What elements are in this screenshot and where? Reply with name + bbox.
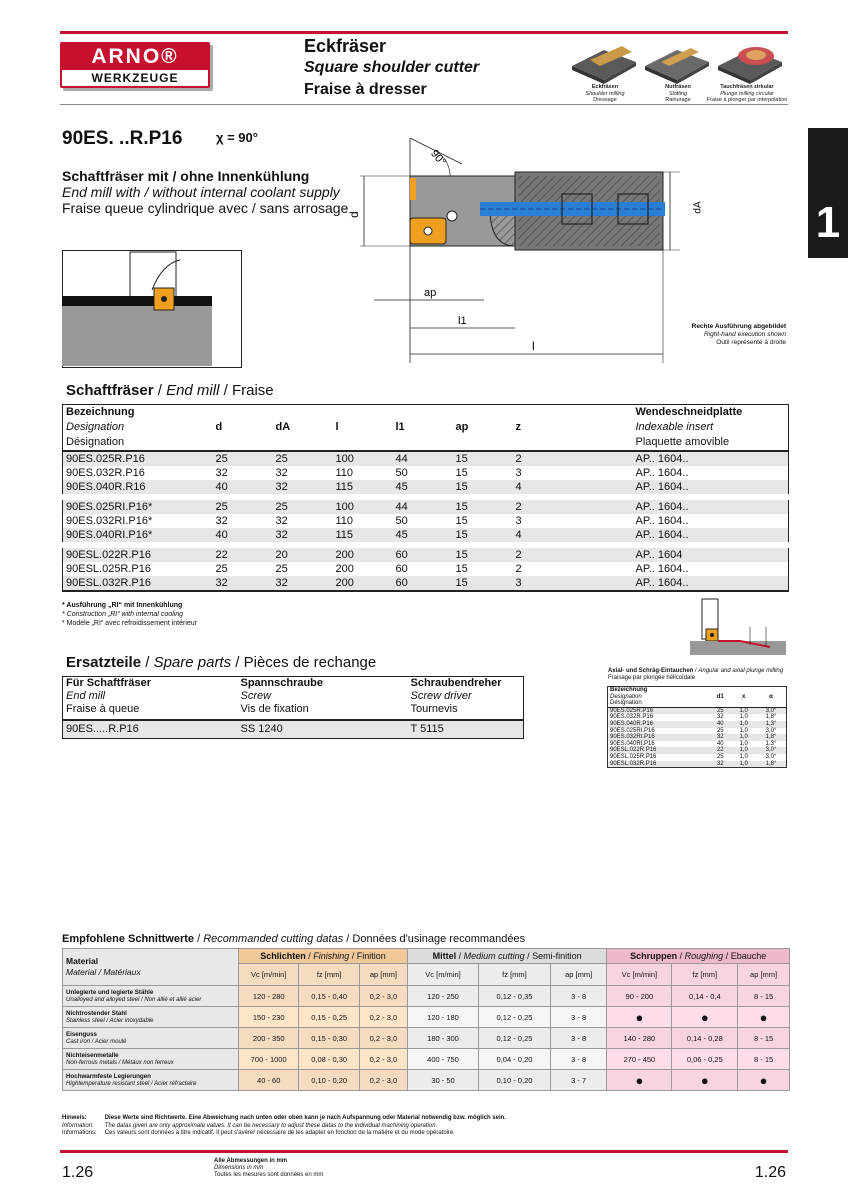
header-bottom-rule (60, 104, 788, 105)
axial-row: 90ESL.022R.P16 22 1,0 3,0° (608, 747, 787, 754)
approach-angle: χ = 90° (216, 130, 258, 145)
dimensions-note: Alle Abmessungen in mm Dimensions in mm Toutes les mesures sont données en mm (214, 1158, 324, 1178)
header-title-de: Eckfräser (304, 36, 387, 56)
cutting-row: Nichteisenmetalle Non-ferrous metals / Métaux non ferreux 700 - 1000 0,08 - 0,30 0,2 - 3,0 400 - 750 0,04 - 0,20 3 - 8 270 - 450 0,06 - 0,25 8 - 15 (63, 1049, 790, 1070)
angle-label: 90° (428, 147, 448, 169)
table-row: 90ES.025RI.P16* 25 25 100 44 15 2 AP.. 1604.. (63, 497, 789, 514)
product-description: Schaftfräser mit / ohne Innenkühlung End mill with / without internal coolant supply Fraise queue cylindrique avec / sans arrosage (62, 168, 349, 216)
hint-notes: Hinweis: Diese Werte sind Richtwerte. Eine Abweichung nach unten oder oben kann je nach Aufspannung oder Material notwendig bzw. möglich sein. Information: The datas given are only approximate values. It can be necessary to adjust these datas to the individual machining operation. Informations: Ces valeurs sont données à titre indicatif. Il peut s'avérer nécessaire de les adapter en fonction de la matière et du mode opératoire (62, 1115, 506, 1136)
dim-d-label: d (347, 211, 361, 218)
axial-row: 90ES.025R.P16 25 1,0 3,0° (608, 707, 787, 714)
footer-rule (60, 1150, 788, 1153)
spare-parts-section-title: Ersatzteile / Spare parts / Pièces de rechange (66, 654, 377, 671)
axial-row: 90ES.032RI.P16 32 1,0 1,8° (608, 734, 787, 741)
axial-plunge-caption: Axial- und Schräg-Eintauchen / Angular and axial plunge milling Fraisage par plongée hélicoïdale (608, 668, 784, 681)
cutting-row: Eisenguss Cast iron / Acier moulé 200 - 350 0,15 - 0,30 0,2 - 3,0 180 - 300 0,12 - 0,25 3 - 8 140 - 280 0,14 - 0,28 8 - 15 (63, 1028, 790, 1049)
dim-da-label: dA (692, 201, 704, 214)
page-number-left: 1.26 (62, 1164, 94, 1181)
axial-row: 90ES.032R.P16 32 1,0 1,8° (610, 714, 777, 721)
table-row: 90ESL.032R.P16 32 32 200 60 15 3 AP.. 1604.. (63, 576, 789, 591)
spare-parts-table: Für Schaftfräser Spannschraube Schraubendreher End mill Screw Screw driver Fraise à queue Vis de fixation Tournevis 90ES.....R.P16 SS 1240 T 5115 (62, 676, 524, 739)
axial-row: 90ES.040RI.P16 40 1,0 1,3° (610, 740, 777, 747)
slotting-thumb (643, 40, 713, 84)
table-row: 90ES.032RI.P16* 32 32 110 50 15 3 AP.. 1604.. (63, 514, 789, 528)
table-row: 90ES.025R.P16 25 25 100 44 15 2 AP.. 1604.. (63, 451, 789, 466)
axial-row: 90ESL.032R.P16 32 1,0 1,8° (608, 761, 787, 768)
shoulder-milling-thumb (570, 40, 640, 84)
logo-text: ARNO® (62, 44, 208, 70)
cutting-data-title: Empfohlene Schnittwerte / Recommanded cutting datas / Données d'usinage recommandées (62, 933, 526, 945)
product-code: 90ES. ..R.P16 (62, 128, 183, 149)
thumb-caption-3: Tauchfräsen zirkular Plunge milling circular Fraise à plonger par interpolation (706, 84, 788, 103)
table-row: 90ES.032R.P16 32 32 110 50 15 3 AP.. 1604.. (63, 466, 789, 480)
dim-ap-label: ap (424, 287, 437, 299)
table-row: 90ESL.025R.P16 25 25 200 60 15 2 AP.. 1604.. (63, 562, 789, 576)
application-sketch (62, 250, 242, 368)
chapter-tab: 1 (808, 128, 848, 258)
dim-l-label: l (532, 339, 535, 353)
plunge-sketch (680, 597, 790, 657)
table-row: 90ES.040RI.P16* 40 32 115 45 15 4 AP.. 1604.. (63, 528, 789, 545)
cutting-row: Nichtrostender Stahl Stainless steel / Acier inoxydable 150 - 230 0,15 - 0,25 0,2 - 3,0 120 - 180 0,12 - 0,25 3 - 8 ● ● ● (63, 1007, 790, 1028)
end-mill-table: Bezeichnung Wendeschneidplatte Designation d dA l l1 ap z Indexable insert Désignation Plaquette amovible 90ES.025R.P16 25 25 100 44 15 2 AP.. 1604.. 90ES.032R.P16 32 32 110 50 15 3 AP.. 1604.. 90ES.040R.R16 40 32 115 45 15 4 AP.. 1604.. 90ES.025RI.P16* 25 25 100 44 15 2 AP.. 1604.. 90ES.032RI.P16* 32 32 110 50 15 3 AP.. 1604.. 90ES.040RI.P16* 40 32 115 45 15 4 AP.. 1604.. 90ESL.022R.P16 22 20 200 60 15 2 AP.. 1604 90ESL.025R.P16 25 25 200 60 15 2 AP.. 1604.. 90ESL.032R.P16 32 32 200 60 15 3 AP.. 1604.. (62, 404, 789, 592)
cutting-row: Unlegierte und legierte Stähle Unalloyed and alloyed steel / Non allié et allié acier 120 - 280 0,15 - 0,40 0,2 - 3,0 120 - 250 0,12 - 0,35 3 - 8 90 - 200 0,14 - 0,4 8 - 15 (63, 986, 790, 1007)
axial-row: 90ESL.025R.P16 25 1,0 3,0° (610, 753, 777, 760)
cutter-technical-drawing (340, 128, 680, 368)
axial-row: 90ES.040R.P16 40 1,0 1,3° (608, 721, 787, 728)
table-row: 90ESL.022R.P16 22 20 200 60 15 2 AP.. 1604 (63, 545, 789, 562)
right-hand-caption: Rechte Ausführung abgebildet Right-hand execution shown Outil représenté à droite (691, 323, 786, 346)
logo-subtext: WERKZEUGE (91, 71, 179, 85)
header-top-rule (60, 31, 788, 34)
header-title-fr: Fraise à dresser (304, 81, 427, 98)
table-row: 90ES.040R.R16 40 32 115 45 15 4 AP.. 1604.. (63, 480, 789, 497)
axial-plunge-table: Bezeichnung Designation d1 x α Désignation 90ES.025R.P16 25 1,0 3,0° 90ES.032R.P16 32 1,0 1,8° 90ES.040R.P16 40 1,0 1,3° 90ES.025RI.P16 25 1,0 3,0° 90ES.032RI.P16 32 1,0 1,8° 90ES.040RI.P16 40 1,0 1,3° 90ESL.022R.P16 22 1,0 3,0° 90ESL.025R.P16 25 1,0 3,0° 90ESL.032R.P16 32 1,0 1,8° (607, 686, 787, 768)
thumb-caption-2: Nutfräsen Slotting Rainurage (665, 84, 691, 103)
plunge-milling-thumb (716, 40, 786, 84)
arno-logo (60, 42, 210, 88)
cutting-row: Hochwarmfeste Legierungen Hightemperature resistant steel / Acier réfractaire 40 - 60 0,10 - 0,20 0,2 - 3,0 30 - 50 0,10 - 0,20 3 - 7 ● ● ● (63, 1070, 790, 1091)
page-number-right: 1.26 (754, 1164, 786, 1181)
axial-row: 90ES.025RI.P16 25 1,0 3,0° (610, 727, 777, 734)
cutting-data-table: Material Material / Matériaux Schlichten / Finishing / Finition Mittel / Medium cutting / Semi-finition Schruppen / Roughing / Ebauche Vc [m/min] fz [mm] ap [mm] Vc [m/min] fz [mm] ap [mm] Vc [m/min] fz [mm] ap [mm] Unlegierte und legierte Stähle Unalloyed and alloyed steel / Non allié et allié acier 120 - 280 0,15 - 0,40 0,2 - 3,0 120 - 250 0,12 - 0,35 3 - 8 90 - 200 0,14 - 0,4 8 - 15 Nichtrostender Stahl Stainless steel / Acier inoxydable 150 - 230 0,15 - 0,25 0,2 - 3,0 120 - 180 0,12 - 0,25 3 - 8 ● ● ● Eisenguss Cast iron / Acier moulé 200 - 350 0,15 - 0,30 0,2 - 3,0 180 - 300 0,12 - 0,25 3 - 8 140 - 280 0,14 - 0,28 8 - 15 Nichteisenmetalle Non-ferrous metals / Métaux non ferreux 700 - 1000 0,08 - 0,30 0,2 - 3,0 400 - 750 0,04 - 0,20 3 - 8 270 - 450 0,06 - 0,25 8 - 15 Hochwarmfeste Legierungen Hightemperature resistant steel / Acier réfractaire 40 - 60 0,10 - 0,20 0,2 - 3,0 30 - 50 0,10 - 0,20 3 - 7 ● ● ● (62, 948, 790, 1091)
footnotes: * Ausführung „RI“ mit Innenkühlung * Construction „RI“ with internal cooling * Modèle „RI“ avec refroidissement intérieur (62, 602, 197, 627)
end-mill-section-title: Schaftfräser / End mill / Fraise (66, 382, 274, 399)
dim-l1-label: l1 (458, 315, 467, 327)
header-title-en: Square shoulder cutter (304, 59, 480, 76)
thumb-caption-1: Eckfräsen Shoulder milling Dressage (585, 84, 625, 103)
